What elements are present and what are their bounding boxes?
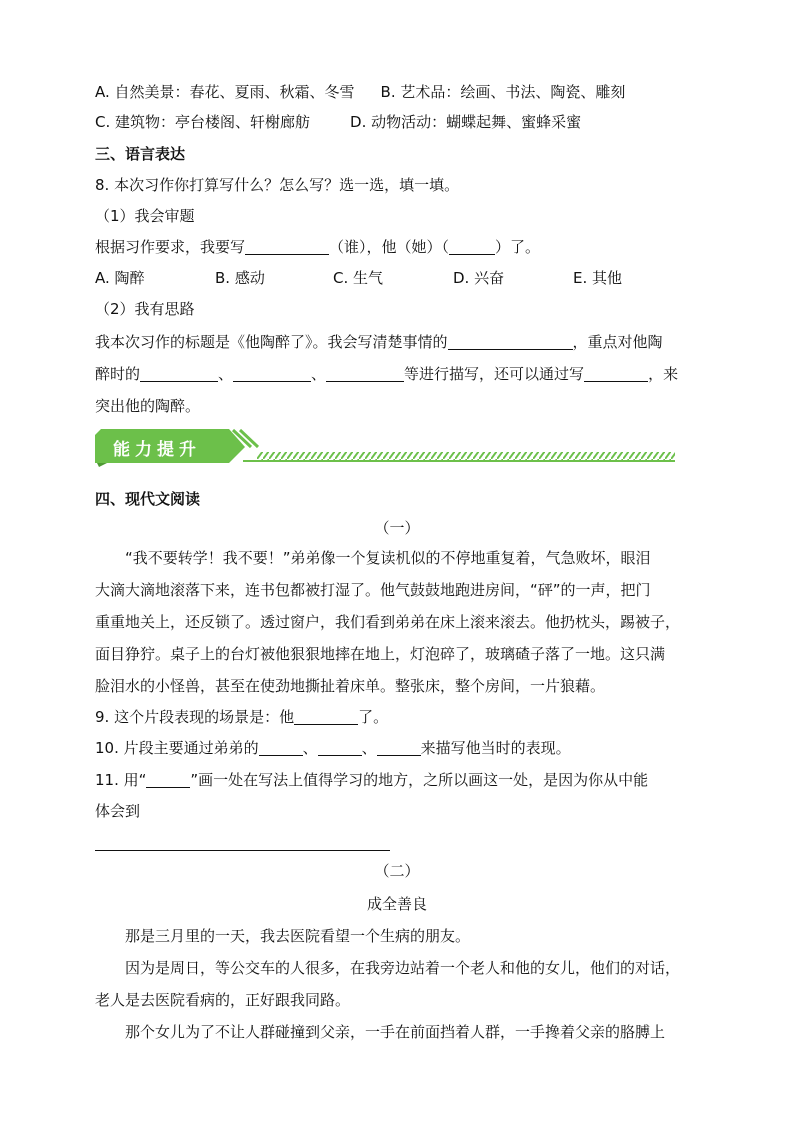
answer-blank-q10-2[interactable]: [318, 739, 362, 756]
q8-options-row: [95, 268, 699, 288]
separator: 、: [311, 365, 327, 383]
part1-para-line: 面目狰狞。桌子上的台灯被他狠狠地摔在地上，灯泡碎了，玻璃碴子落了一地。这只满: [95, 645, 666, 663]
q8-part1-text-c: ）了。: [495, 238, 541, 256]
part2-para-line: 那个女儿为了不让人群碰撞到父亲，一手在前面挡着人群，一手搀着父亲的胳膊上: [125, 1023, 666, 1041]
part2-heading: （二）: [374, 862, 420, 880]
q8-option-d: D. 兴奋: [453, 269, 505, 287]
part1-para-line: “我不要转学！我不要！”弟弟像一个复读机似的不停地重复着，气急败坏，眼泪: [125, 549, 651, 567]
part2-para-line: 那是三月里的一天，我去医院看望一个生病的朋友。: [125, 927, 471, 945]
q11-text-a: 11. 用“: [95, 771, 147, 789]
q8-stem: 8. 本次习作你打算写什么？怎么写？选一选，填一填。: [95, 176, 460, 194]
q8-part1-text-a: 根据习作要求，我要写: [95, 238, 246, 256]
option-c: C. 建筑物：亭台楼阁、轩榭廊舫: [95, 113, 311, 131]
q8-part2-text-2a: 醉时的: [95, 365, 141, 383]
part1-heading: （一）: [374, 519, 420, 537]
q11-line-1: [95, 770, 699, 790]
answer-blank-q10-3[interactable]: [377, 739, 421, 756]
q8-option-c: C. 生气: [333, 269, 384, 287]
q11-text-b: ”画一处在写法上值得学习的地方，之所以画这一处，是因为你从中能: [190, 771, 649, 789]
options-row-ab: [95, 82, 699, 102]
q8-option-e: E. 其他: [573, 269, 623, 287]
q8-part2-line-2: [95, 364, 699, 384]
ability-banner: [95, 427, 695, 467]
q9-line: [95, 707, 699, 727]
q8-part2-text-2b: 等进行描写，还可以通过写: [404, 365, 585, 383]
answer-blank-detail-2[interactable]: [233, 365, 311, 382]
answer-blank-detail-1[interactable]: [140, 365, 218, 382]
q8-part1-label: （1）我会审题: [95, 207, 195, 225]
option-a: A. 自然美景：春花、夏雨、秋霜、冬雪: [95, 83, 355, 101]
q9-text-a: 9. 这个片段表现的场景是：他: [95, 708, 295, 726]
section-3-title: 三、语言表达: [95, 145, 186, 163]
option-b: B. 艺术品：绘画、书法、陶瓷、雕刻: [380, 83, 626, 101]
separator: 、: [302, 739, 318, 757]
part2-para-line: 因为是周日，等公交车的人很多，在我旁边站着一个老人和他的女儿，他们的对话，: [125, 959, 681, 977]
part2-title: 成全善良: [366, 895, 427, 913]
answer-blank-emotion[interactable]: [449, 238, 495, 255]
part1-para-line: 重重地关上，还反锁了。透过窗户，我们看到弟弟在床上滚来滚去。他扔枕头，踢被子，: [95, 613, 681, 631]
answer-blank-detail-4[interactable]: [584, 365, 648, 382]
q8-option-b: B. 感动: [215, 269, 265, 287]
underline-sample: [146, 771, 190, 788]
answer-line-q11[interactable]: [95, 850, 390, 851]
part1-para-line: 脸泪水的小怪兽，甚至在使劲地撕扯着床单。整张床，整个房间，一片狼藉。: [95, 677, 606, 695]
separator: 、: [218, 365, 234, 383]
section-4-title: 四、现代文阅读: [95, 490, 201, 508]
answer-blank-q10-1[interactable]: [259, 739, 303, 756]
q8-part2-label: （2）我有思路: [95, 300, 195, 318]
answer-blank-story[interactable]: [448, 333, 573, 350]
q10-text-b: 来描写他当时的表现。: [420, 739, 571, 757]
part1-para-line: 大滴大滴地滚落下来，连书包都被打湿了。他气鼓鼓地跑进房间，“砰”的一声，把门: [95, 581, 651, 599]
part2-para-line: 老人是去医院看病的，正好跟我同路。: [95, 991, 351, 1009]
q9-text-b: 了。: [358, 708, 389, 726]
options-row-cd: [95, 112, 699, 132]
option-d: D. 动物活动：蝴蝶起舞、蜜蜂采蜜: [350, 113, 582, 131]
q8-part2-line-1: [95, 332, 699, 352]
q8-part2-text-1b: ，重点对他陶: [572, 333, 663, 351]
answer-blank-who[interactable]: [245, 238, 329, 255]
q8-part2-text-2c: ，来: [648, 365, 679, 383]
q8-option-a: A. 陶醉: [95, 269, 145, 287]
answer-blank-detail-3[interactable]: [326, 365, 404, 382]
answer-blank-q9[interactable]: [294, 708, 358, 725]
q11-line-2: 体会到: [95, 802, 141, 820]
separator: 、: [361, 739, 377, 757]
q10-text-a: 10. 片段主要通过弟弟的: [95, 739, 259, 757]
ability-banner-label: 能力提升: [113, 440, 201, 460]
q8-part2-line-3: 突出他的陶醉。: [95, 397, 201, 415]
q8-part2-text-1a: 我本次习作的标题是《他陶醉了》。我会写清楚事情的: [95, 333, 448, 351]
q8-part1-line: [95, 237, 699, 257]
q8-part1-text-b: （谁），他（她）（: [329, 238, 450, 256]
q10-line: [95, 738, 699, 758]
